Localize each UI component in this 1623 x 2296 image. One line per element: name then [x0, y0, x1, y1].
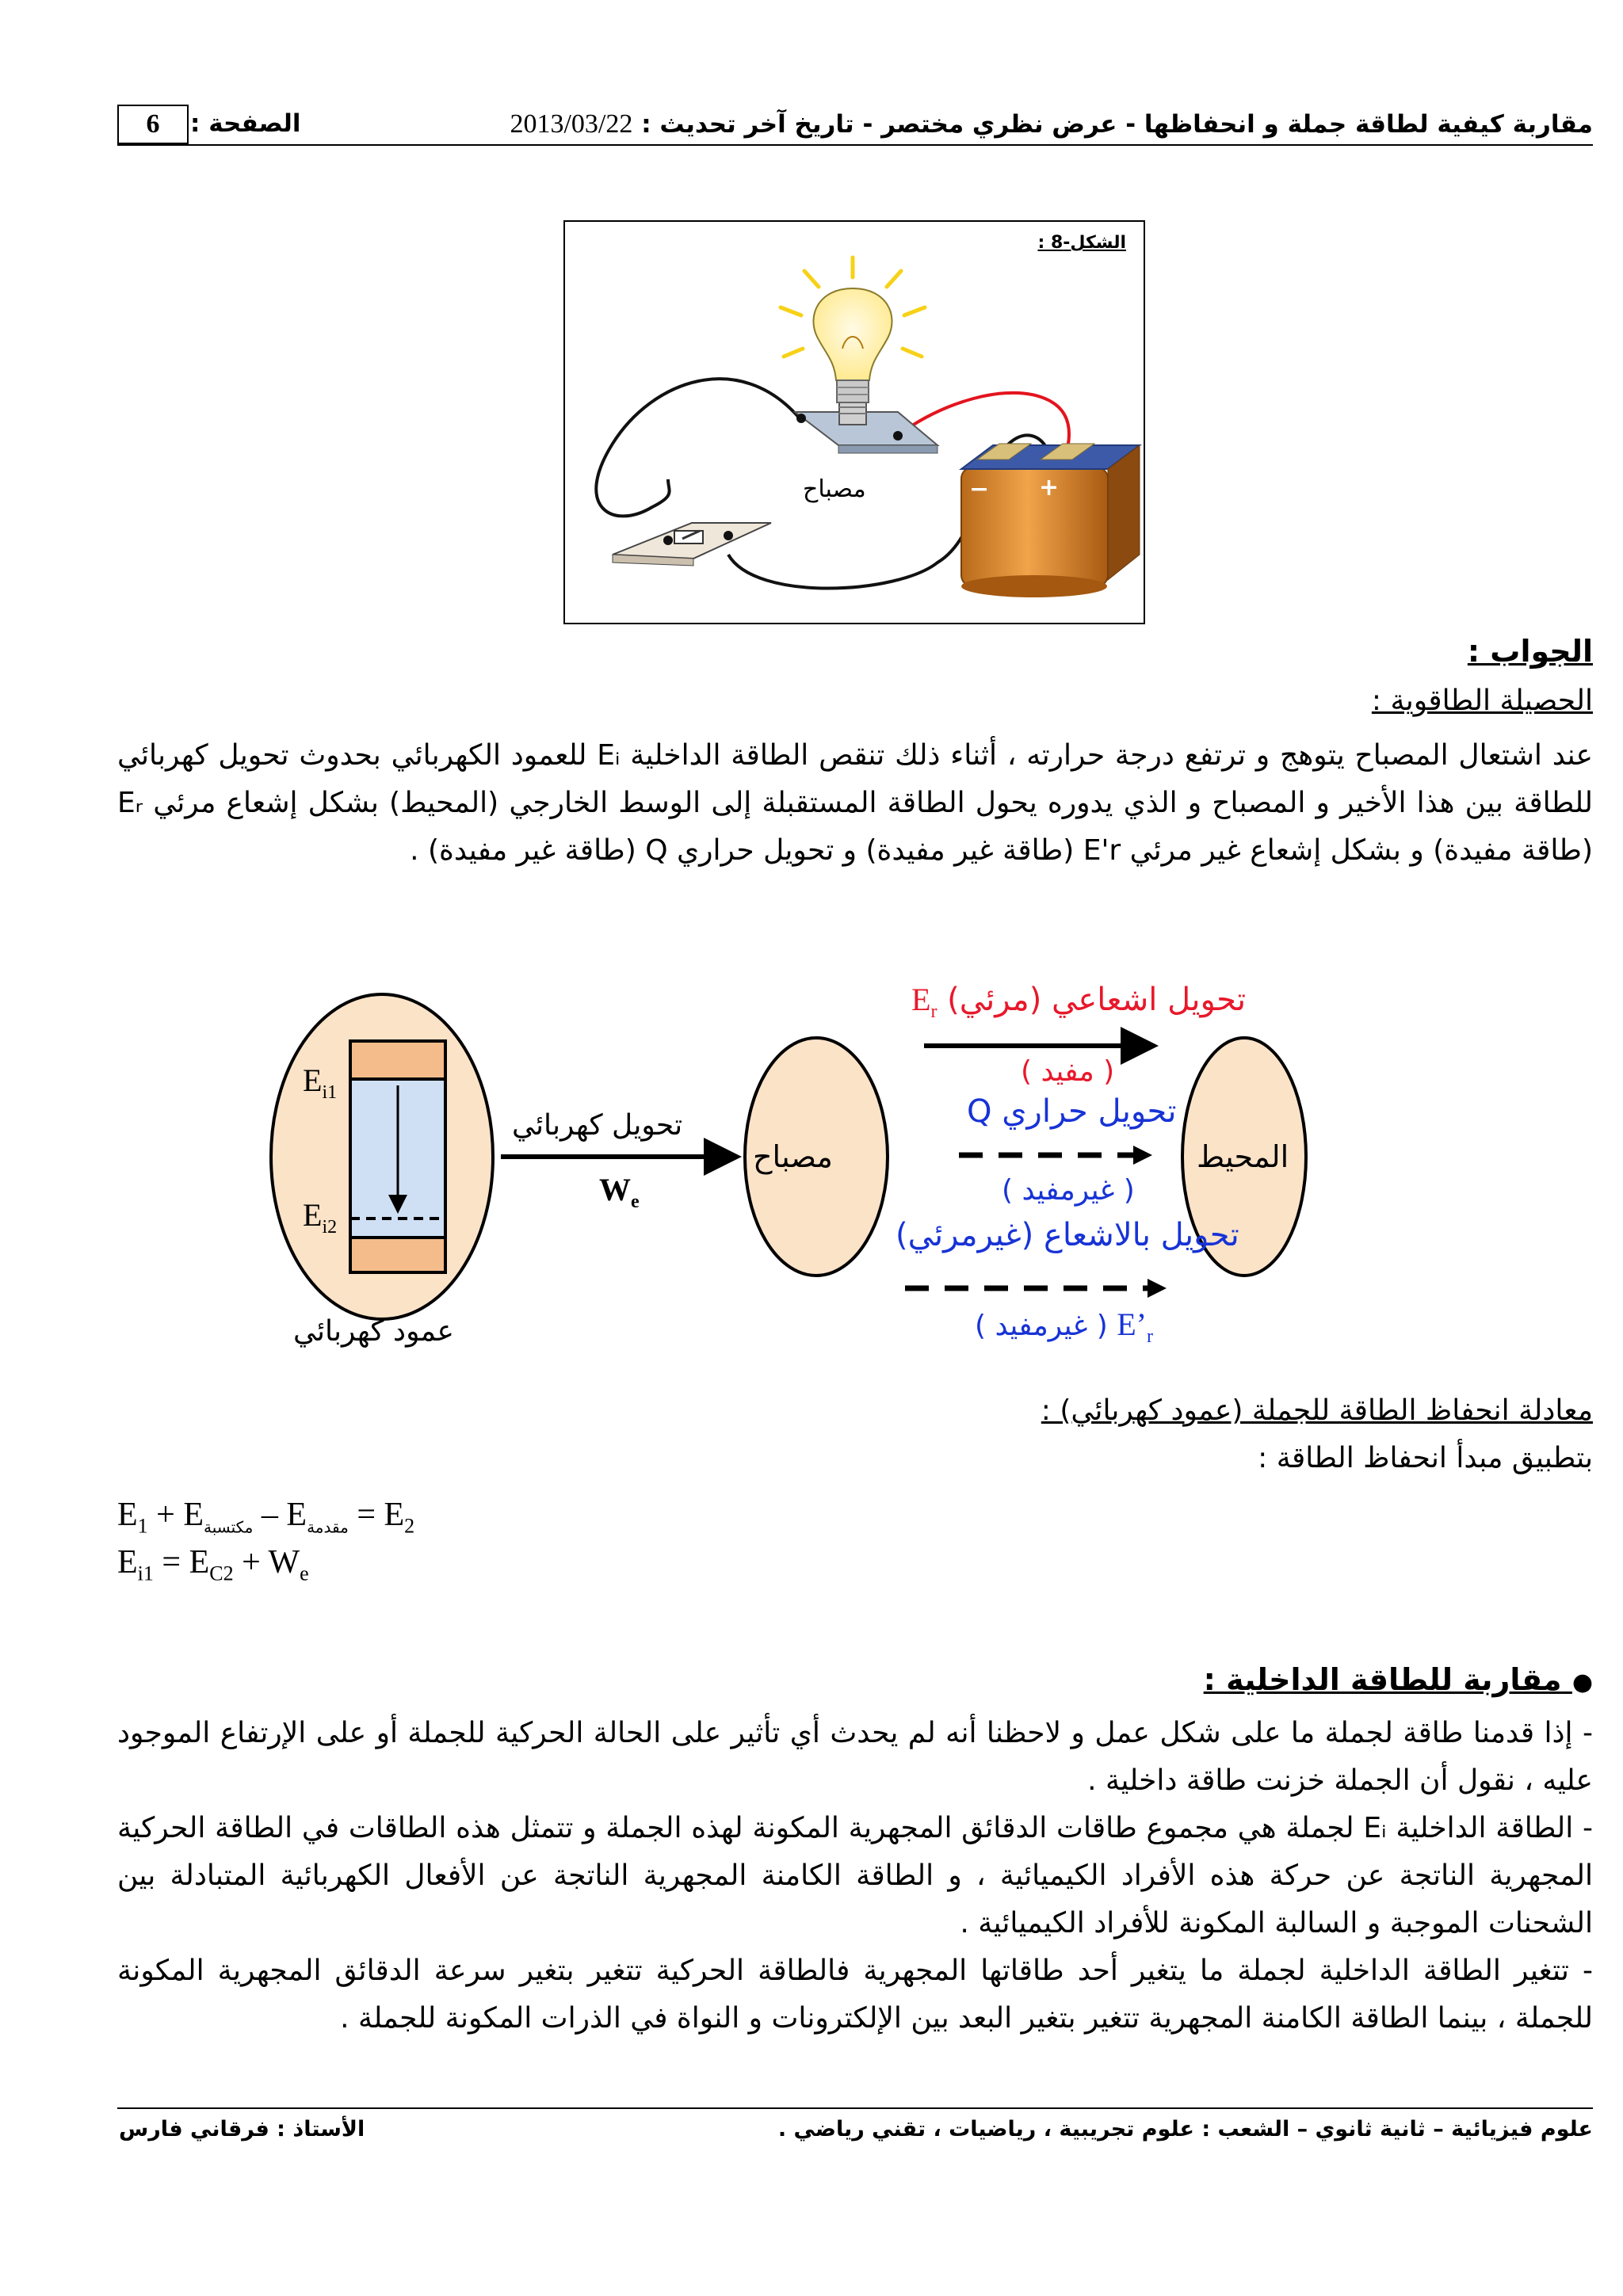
energy-balance-heading-text: الحصيلة الطاقوية :: [1371, 685, 1593, 717]
er-sub: r: [930, 1001, 938, 1022]
conservation-heading: [1041, 1394, 1593, 1427]
invisible-text: تحويل بالاشعاع (غيرمرئي): [896, 1217, 1239, 1253]
electric-transfer-text: تحويل كهربائي: [512, 1109, 683, 1142]
er-prime-sub: r: [1147, 1326, 1154, 1347]
equation-1: [117, 1496, 414, 1538]
header-date: 2013/03/22: [510, 109, 633, 139]
not-useful2-label: [975, 1306, 1153, 1348]
page-number-box: [117, 105, 189, 144]
circuit-illustration: [565, 222, 1144, 623]
battery-minus-text: −: [969, 475, 990, 503]
page-number: 6: [146, 109, 160, 139]
battery-level-bottom: [350, 1238, 445, 1272]
er-prime-text: E’: [1117, 1306, 1148, 1342]
useful-text: ( مفيد ): [1021, 1055, 1115, 1088]
not-useful-text: ( غيرمفيد ): [1002, 1174, 1135, 1207]
we-label: [599, 1171, 640, 1213]
internal-p3: [117, 1947, 1593, 2042]
figure-8-label-text: الشكل-8 :: [1037, 233, 1126, 253]
electric-transfer-label: [512, 1109, 682, 1142]
page-label: [190, 109, 300, 138]
page-header: [0, 0, 1623, 151]
ei1-label: [303, 1062, 337, 1104]
battery-label: [293, 1315, 454, 1348]
thermal-label: [967, 1093, 1177, 1130]
battery-plus: [1039, 474, 1059, 502]
footer-teacher-text: الأستاذ : فرقاني فارس: [119, 2117, 365, 2142]
header-rule: [117, 144, 1593, 146]
useful-label: [1021, 1055, 1114, 1088]
internal-energy-heading-text: مقاربة للطاقة الداخلية :: [1203, 1662, 1562, 1697]
footer-rule: [117, 2107, 1593, 2109]
ei1-sub: i1: [322, 1082, 338, 1103]
thermal-text: تحويل حراري Q: [967, 1093, 1177, 1130]
internal-energy-heading: [1204, 1662, 1593, 1697]
switch: [613, 523, 771, 566]
eq2-a: E: [117, 1544, 138, 1581]
lamp-holder: [795, 401, 938, 453]
environment-label: [1197, 1139, 1289, 1174]
er-symbol: [911, 982, 938, 1022]
eq1-a-sub: 1: [137, 1514, 148, 1538]
ei2-text: E: [303, 1197, 323, 1233]
eq2-b-sub: C2: [209, 1562, 234, 1585]
not-useful-label: [1002, 1174, 1135, 1207]
conservation-heading-text: معادلة انحفاظ الطاقة للجملة (عمود كهربائي) :: [1041, 1394, 1593, 1427]
environment-text: المحيط: [1197, 1139, 1289, 1174]
ei1-text: E: [303, 1062, 323, 1098]
eq1-b-sub: 2: [404, 1514, 415, 1538]
page-label-text: الصفحة :: [190, 109, 301, 138]
conservation-intro: [1258, 1442, 1593, 1474]
footer-subject: [778, 2117, 1593, 2142]
eq1-a: E: [117, 1497, 138, 1533]
eq1-minus: – E: [253, 1497, 307, 1533]
eq1-loss-sub: مقدمة: [307, 1517, 349, 1537]
ei2-sub: i2: [322, 1217, 338, 1238]
wire-black-top: [596, 379, 800, 516]
bulb: [813, 288, 892, 402]
internal-p2: [117, 1805, 1593, 1947]
radiative-text: تحويل اشعاعي (مرئي): [947, 982, 1247, 1018]
invisible-label: [896, 1217, 1239, 1253]
internal-p3-text: - تتغير الطاقة الداخلية لجملة ما يتغير أحد طاقاتها المجهرية فالطاقة الحركية تتغير بتغير سرعة الدقائق المجهرية المكونة للجملة ، بينما الطاقة الكامنة المجهرية تتغير بتغير البعد بين الإلكترونات و النواة في الذرات المكونة للجملة .: [117, 1955, 1593, 2035]
figure-8-frame: [563, 220, 1145, 624]
footer-teacher: [119, 2117, 365, 2142]
eq2-a-sub: i1: [137, 1562, 154, 1585]
eq2-plus: + W: [233, 1544, 300, 1581]
battery-label-text: عمود كهربائي: [293, 1315, 454, 1348]
lamp-label-text: مصباح: [803, 475, 866, 503]
header-title-text: مقاربة كيفية لطاقة جملة و انحفاظها - عرض نظري مختصر - تاريخ آخر تحديث :: [641, 110, 1593, 139]
eq2-c-sub: e: [300, 1562, 309, 1585]
radiative-label: [911, 981, 1246, 1023]
not-useful2-text: ( غيرمفيد ): [975, 1310, 1108, 1342]
lamp-ellipse-text: مصباح: [753, 1139, 833, 1174]
er-prime-symbol: [1117, 1306, 1154, 1347]
conservation-intro-text: بتطبيق مبدأ انحفاظ الطاقة :: [1258, 1442, 1593, 1474]
eq2-eqsign: = E: [153, 1544, 210, 1581]
battery-level-top: [350, 1041, 445, 1079]
we-sub: e: [631, 1192, 640, 1212]
header-title: [510, 109, 1593, 139]
lamp-label: [803, 475, 866, 503]
answer-heading-text: الجواب :: [1467, 634, 1593, 669]
eq1-gain-sub: مكتسبة: [204, 1517, 254, 1537]
eq1-eqsign: = E: [348, 1497, 405, 1533]
ei2-label: [303, 1196, 337, 1238]
battery-minus: [969, 475, 989, 503]
we-text: W: [599, 1172, 631, 1207]
internal-p2-text: - الطاقة الداخلية Eᵢ لجملة هي مجموع طاقات الدقائق المجهرية المكونة لهذه الجملة و تتمثل هذه الطاقات في الطاقة الحركية المجهرية الناتجة عن حركة هذه الأفراد الكيميائية ، و الطاقة الكامنة المجهرية الناتجة عن الأفعال الكهربائية المتبادلة بين الشحنات الموجبة و السالبة المكونة للأفراد الكيميائية .: [117, 1812, 1593, 1939]
energy-diagram: [262, 967, 1308, 1379]
lamp-ellipse-label: [753, 1139, 833, 1174]
equation-2: [117, 1543, 309, 1585]
battery-plus-text: +: [1039, 474, 1060, 502]
energy-balance-text: عند اشتعال المصباح يتوهج و ترتفع درجة حرارته ، أثناء ذلك تنقص الطاقة الداخلية Eᵢ للعمود الكهربائي بحدوث تحويل كهربائي للطاقة بين هذا الأخير و المصباح و الذي يدوره يحول الطاقة المستقبلة إلى الوسط الخارجي (المحيط) بشكل إشعاع مرئي Eᵣ (طاقة مفيدة) و بشكل إشعاع غير مرئي E'r (طاقة غير مفيدة) و تحويل حراري Q (طاقة غير مفيدة) .: [117, 739, 1593, 867]
er-text: E: [911, 982, 931, 1017]
bullet-icon: ●: [1571, 1669, 1593, 1696]
footer-subject-text: علوم فيزيائية – ثانية ثانوي – الشعب : علوم تجريبية ، رياضيات ، تقني رياضي .: [777, 2117, 1593, 2142]
eq1-plus: + E: [147, 1497, 204, 1533]
internal-p1-text: - إذا قدمنا طاقة لجملة ما على شكل عمل و لاحظنا أنه لم يحدث أي تأثير على الحالة الحركية للجملة أو على الإرتفاع الموجود عليه ، نقول أن الجملة خزنت طاقة داخلية .: [117, 1717, 1593, 1797]
energy-balance-heading: [1372, 685, 1593, 717]
energy-balance-paragraph: [117, 732, 1593, 875]
internal-p1: [117, 1710, 1593, 1805]
battery: [961, 444, 1140, 597]
answer-heading: [1468, 634, 1593, 669]
